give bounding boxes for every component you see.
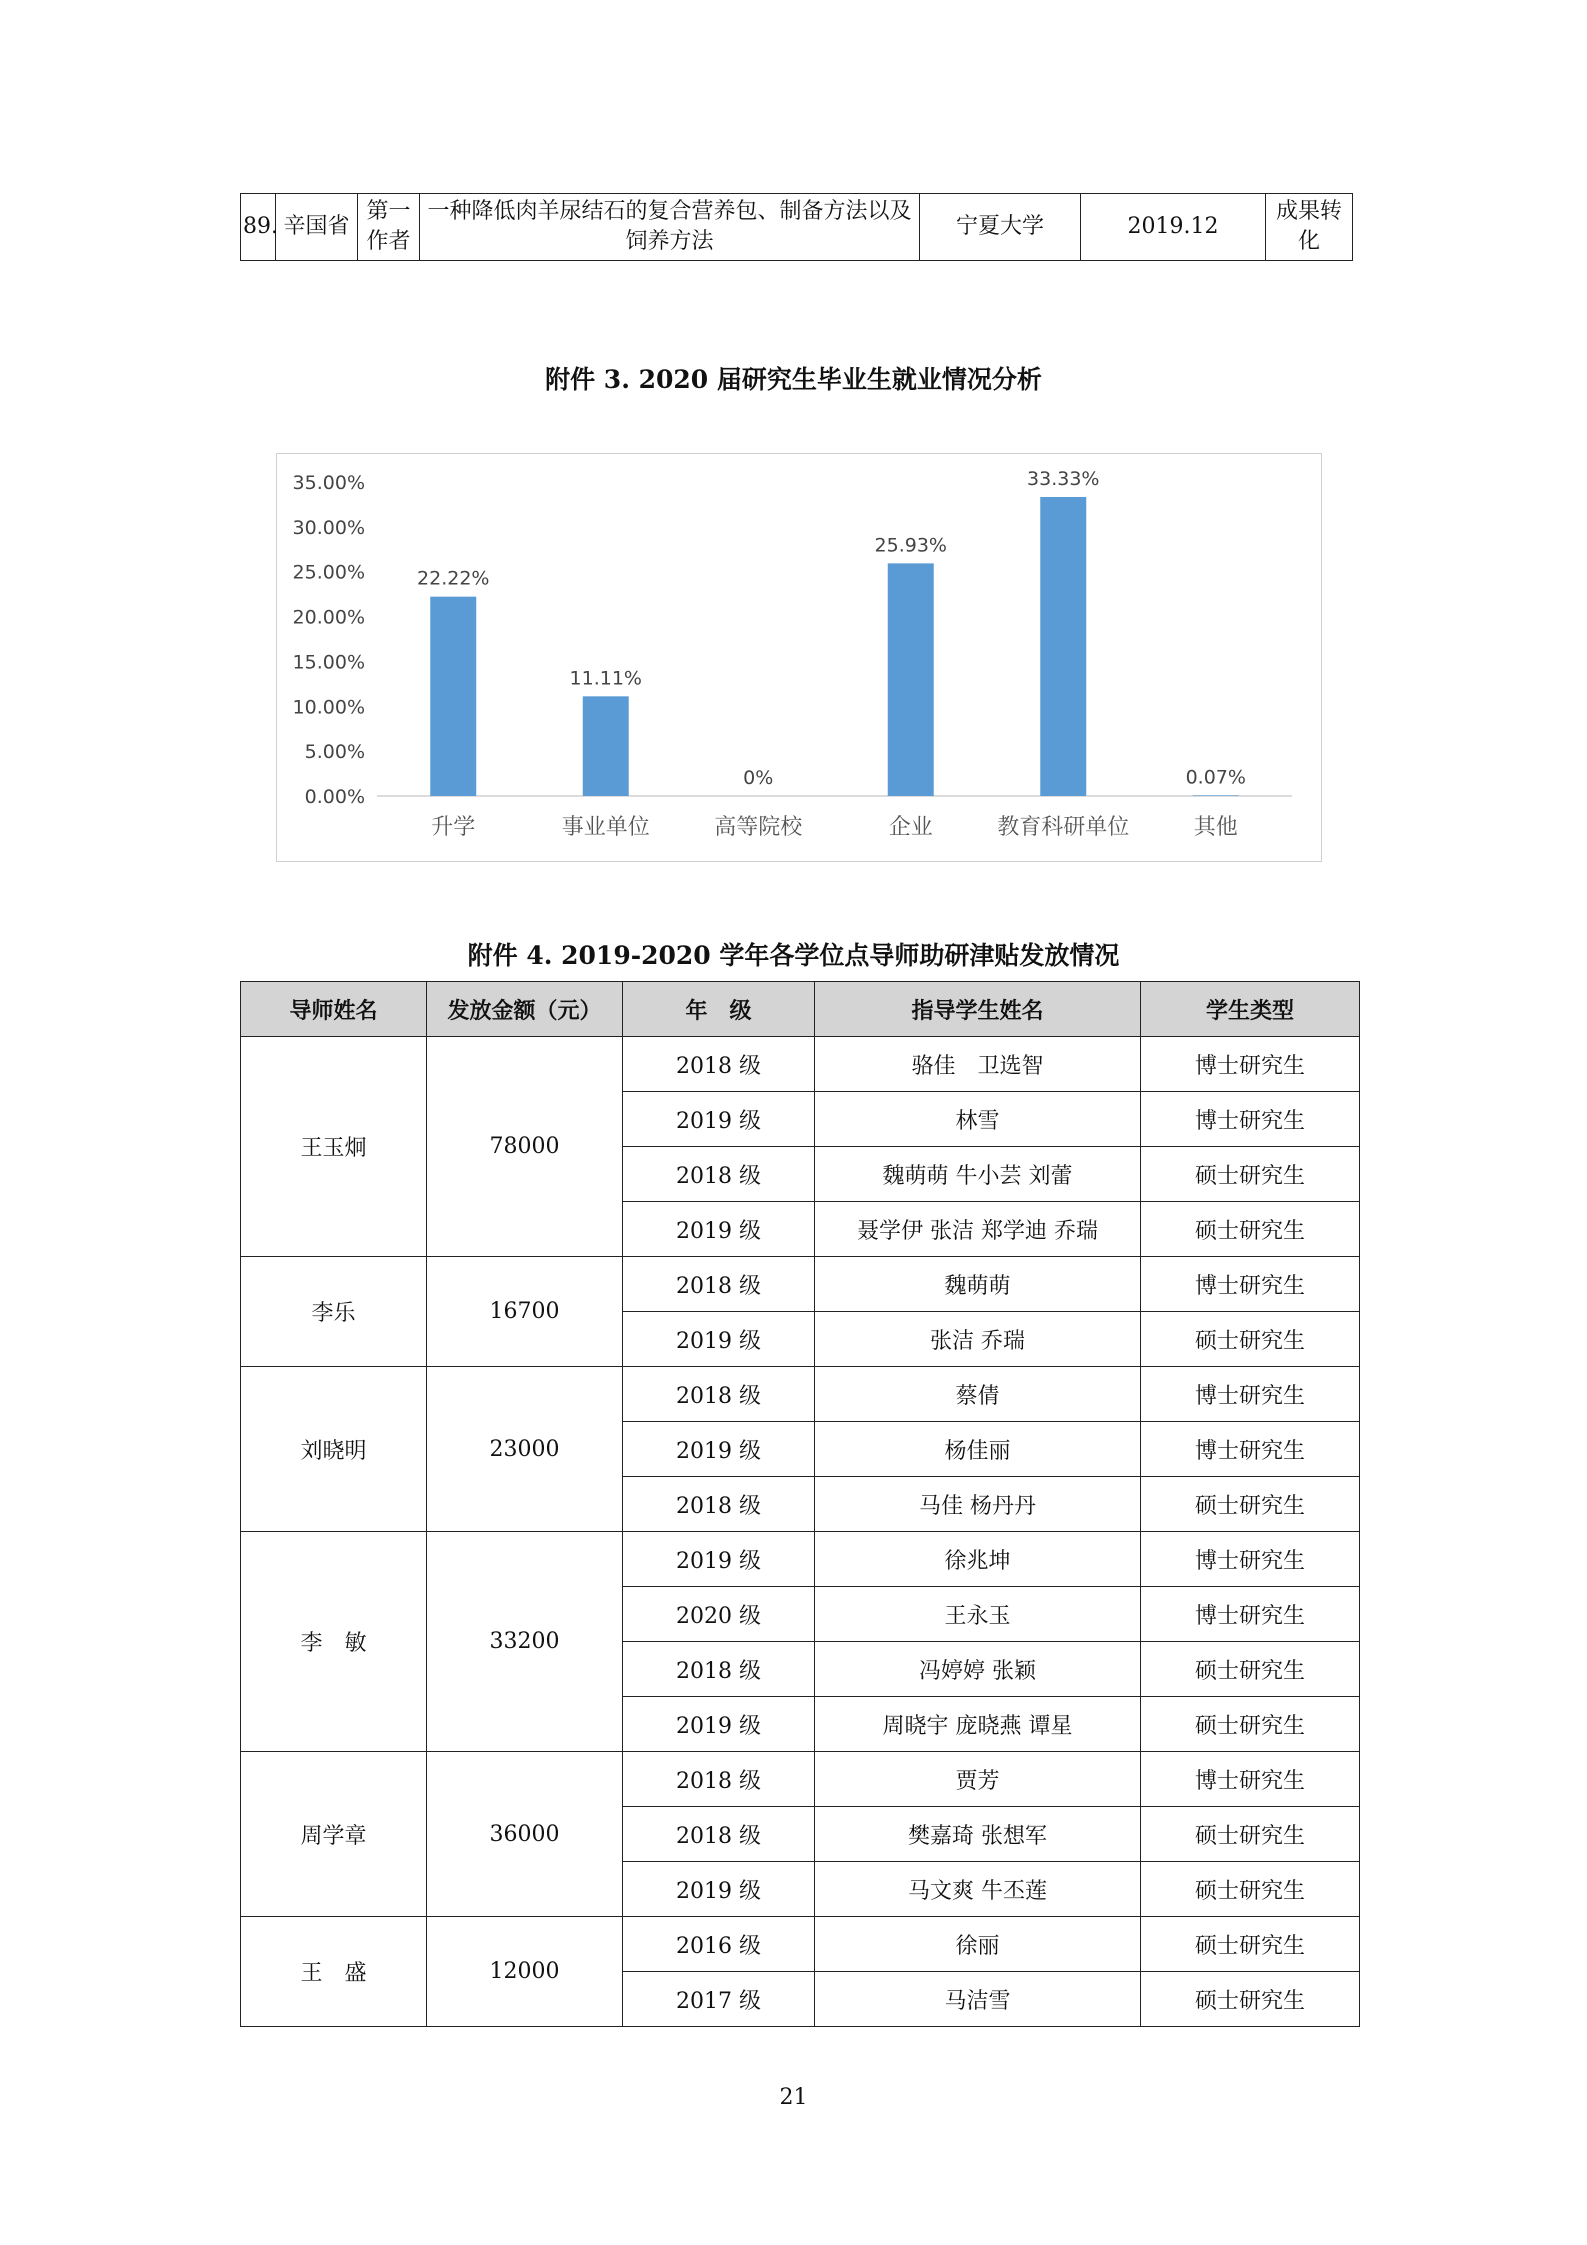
grade-cell: 2019 级 [623, 1422, 815, 1477]
student-type-cell: 硕士研究生 [1141, 1477, 1360, 1532]
data-label: 25.93% [874, 534, 947, 557]
header-advisor: 导师姓名 [241, 982, 427, 1037]
patent-category: 成果转化 [1266, 194, 1353, 261]
bar [888, 563, 934, 796]
x-tick-label: 事业单位 [561, 815, 650, 840]
grade-cell: 2019 级 [623, 1092, 815, 1147]
grade-cell: 2018 级 [623, 1477, 815, 1532]
data-label: 0.07% [1185, 766, 1246, 789]
y-tick-label: 10.00% [292, 696, 365, 719]
students-cell: 冯婷婷 张颖 [815, 1642, 1141, 1697]
students-cell: 徐丽 [815, 1917, 1141, 1972]
table-row [241, 1037, 1360, 1092]
student-type-cell: 硕士研究生 [1141, 1202, 1360, 1257]
data-label: 22.22% [417, 567, 490, 590]
patent-title: 一种降低肉羊尿结石的复合营养包、制备方法以及饲养方法 [420, 194, 920, 261]
advisor-name: 李乐 [241, 1257, 427, 1367]
employment-chart [276, 453, 1322, 862]
bar [1040, 497, 1086, 796]
students-cell: 王永玉 [815, 1587, 1141, 1642]
appendix-4-heading: 附件 4. 2019-2020 学年各学位点导师助研津贴发放情况 [467, 941, 1120, 970]
allowance-amount: 12000 [427, 1917, 623, 2027]
y-tick-label: 5.00% [304, 741, 365, 764]
allowance-amount: 78000 [427, 1037, 623, 1257]
advisor-name: 李 敏 [241, 1532, 427, 1752]
table-row [241, 1367, 1360, 1422]
advisor-name: 刘晓明 [241, 1367, 427, 1532]
students-cell: 林雪 [815, 1092, 1141, 1147]
allowance-table-body [241, 1037, 1360, 2027]
students-cell: 马文爽 牛丕莲 [815, 1862, 1141, 1917]
student-type-cell: 博士研究生 [1141, 1532, 1360, 1587]
student-type-cell: 博士研究生 [1141, 1587, 1360, 1642]
y-tick-label: 15.00% [292, 651, 365, 674]
header-amount: 发放金额（元） [427, 982, 623, 1037]
advisor-name: 王 盛 [241, 1917, 427, 2027]
student-type-cell: 博士研究生 [1141, 1257, 1360, 1312]
bar [583, 696, 629, 796]
y-tick-label: 30.00% [292, 516, 365, 539]
student-type-cell: 硕士研究生 [1141, 1312, 1360, 1367]
x-tick-label: 其他 [1193, 815, 1238, 840]
y-tick-label: 20.00% [292, 606, 365, 629]
x-tick-label: 高等院校 [714, 815, 803, 840]
students-cell: 蔡倩 [815, 1367, 1141, 1422]
students-cell: 贾芳 [815, 1752, 1141, 1807]
grade-cell: 2018 级 [623, 1147, 815, 1202]
grade-cell: 2018 级 [623, 1367, 815, 1422]
row-number: 89. [241, 194, 276, 261]
student-type-cell: 硕士研究生 [1141, 1807, 1360, 1862]
patent-row-table [240, 193, 1353, 261]
student-type-cell: 硕士研究生 [1141, 1147, 1360, 1202]
grade-cell: 2019 级 [623, 1697, 815, 1752]
students-cell: 马洁雪 [815, 1972, 1141, 2027]
header-student-type: 学生类型 [1141, 982, 1360, 1037]
data-label: 11.11% [569, 667, 642, 690]
grade-cell: 2018 级 [623, 1752, 815, 1807]
x-tick-label: 教育科研单位 [997, 815, 1130, 840]
grade-cell: 2018 级 [623, 1642, 815, 1697]
patent-date: 2019.12 [1081, 194, 1266, 261]
allowance-amount: 16700 [427, 1257, 623, 1367]
patent-unit: 宁夏大学 [920, 194, 1081, 261]
students-cell: 周晓宇 庞晓燕 谭星 [815, 1697, 1141, 1752]
author-role: 第一作者 [358, 194, 420, 261]
author-name: 辛国省 [276, 194, 358, 261]
student-type-cell: 硕士研究生 [1141, 1642, 1360, 1697]
student-type-cell: 硕士研究生 [1141, 1972, 1360, 2027]
bar [430, 597, 476, 796]
grade-cell: 2020 级 [623, 1587, 815, 1642]
x-tick-label: 企业 [888, 815, 933, 840]
appendix-3-heading: 附件 3. 2020 届研究生毕业生就业情况分析 [545, 365, 1042, 394]
grade-cell: 2017 级 [623, 1972, 815, 2027]
grade-cell: 2019 级 [623, 1202, 815, 1257]
student-type-cell: 博士研究生 [1141, 1037, 1360, 1092]
table-row [241, 1257, 1360, 1312]
student-type-cell: 博士研究生 [1141, 1367, 1360, 1422]
grade-cell: 2019 级 [623, 1862, 815, 1917]
grade-cell: 2018 级 [623, 1037, 815, 1092]
students-cell: 张洁 乔瑞 [815, 1312, 1141, 1367]
table-header-row [241, 982, 1360, 1037]
y-tick-label: 25.00% [292, 561, 365, 584]
table-row [241, 1532, 1360, 1587]
grade-cell: 2018 级 [623, 1807, 815, 1862]
students-cell: 聂学伊 张洁 郑学迪 乔瑞 [815, 1202, 1141, 1257]
student-type-cell: 硕士研究生 [1141, 1917, 1360, 1972]
header-students: 指导学生姓名 [815, 982, 1141, 1037]
table-row [241, 1752, 1360, 1807]
students-cell: 樊嘉琦 张想军 [815, 1807, 1141, 1862]
students-cell: 骆佳 卫选智 [815, 1037, 1141, 1092]
data-label: 0% [743, 767, 774, 789]
employment-bar-chart [277, 454, 1323, 863]
student-type-cell: 硕士研究生 [1141, 1862, 1360, 1917]
students-cell: 杨佳丽 [815, 1422, 1141, 1477]
table-row [241, 1917, 1360, 1972]
students-cell: 魏萌萌 牛小芸 刘蕾 [815, 1147, 1141, 1202]
advisor-name: 周学章 [241, 1752, 427, 1917]
y-tick-label: 0.00% [304, 786, 365, 808]
allowance-amount: 23000 [427, 1367, 623, 1532]
students-cell: 徐兆坤 [815, 1532, 1141, 1587]
student-type-cell: 博士研究生 [1141, 1092, 1360, 1147]
student-type-cell: 硕士研究生 [1141, 1697, 1360, 1752]
table-row [241, 194, 1353, 261]
student-type-cell: 博士研究生 [1141, 1752, 1360, 1807]
advisor-name: 王玉炯 [241, 1037, 427, 1257]
grade-cell: 2018 级 [623, 1257, 815, 1312]
allowance-table [240, 981, 1360, 2027]
students-cell: 马佳 杨丹丹 [815, 1477, 1141, 1532]
grade-cell: 2016 级 [623, 1917, 815, 1972]
header-grade: 年 级 [623, 982, 815, 1037]
allowance-amount: 36000 [427, 1752, 623, 1917]
y-tick-label: 35.00% [292, 472, 365, 494]
student-type-cell: 博士研究生 [1141, 1422, 1360, 1477]
grade-cell: 2019 级 [623, 1532, 815, 1587]
bar [1193, 795, 1239, 796]
students-cell: 魏萌萌 [815, 1257, 1141, 1312]
page-number: 21 [779, 2085, 808, 2110]
allowance-amount: 33200 [427, 1532, 623, 1752]
x-tick-label: 升学 [431, 815, 476, 840]
data-label: 33.33% [1027, 467, 1100, 490]
grade-cell: 2019 级 [623, 1312, 815, 1367]
